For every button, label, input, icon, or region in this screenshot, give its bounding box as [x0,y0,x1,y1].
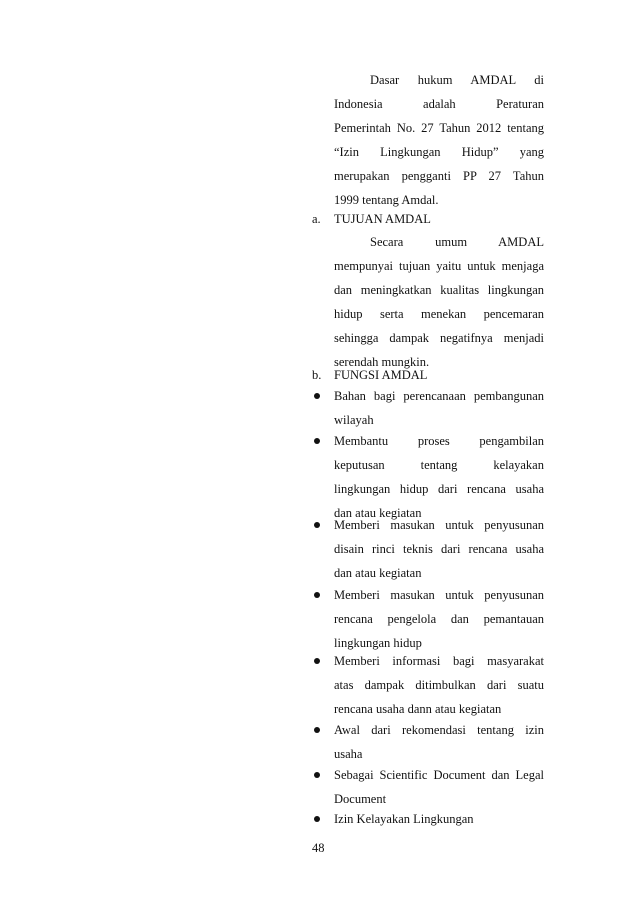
section-a-label: a. [312,212,321,226]
list-item-line: lingkungan hidup [334,636,422,650]
bullet-icon [314,592,320,598]
intro-line: 1999 tentang Amdal. [334,193,439,207]
list-item-line: Document [334,792,387,806]
bullet-icon [314,438,320,444]
bullet-icon [314,727,320,733]
list-item [334,649,544,721]
section-a-paragraph [334,230,544,374]
list-item-line: dan atau kegiatan [334,506,422,520]
intro-paragraph [334,68,544,212]
intro-line: Indonesia adalah Peraturan [334,97,544,111]
bullet-icon [314,772,320,778]
list-item-line: Awal dari rekomendasi tentang izin [334,723,544,737]
list-item-line: wilayah [334,413,374,427]
list-item-line: dan atau kegiatan [334,566,422,580]
list-item-line: usaha [334,747,363,761]
bullet-icon [314,393,320,399]
paragraph-line: Secara umum AMDAL [370,235,544,249]
list-item [334,718,544,766]
section-b-label: b. [312,368,322,382]
intro-line: Pemerintah No. 27 Tahun 2012 tentang [334,121,544,135]
list-item [334,429,544,525]
list-item-line: Memberi masukan untuk penyusunan [334,518,544,532]
list-item [334,513,544,585]
bullet-icon [314,816,320,822]
list-item-line: Membantu proses pengambilan [334,434,544,448]
section-a-title: TUJUAN AMDAL [334,212,431,226]
list-item [334,583,544,655]
list-item-line: disain rinci teknis dari rencana usaha [334,542,544,556]
list-item-line: Memberi informasi bagi masyarakat [334,654,544,668]
paragraph-line: dan meningkatkan kualitas lingkungan [334,283,544,297]
bullet-icon [314,658,320,664]
list-item [334,384,544,432]
paragraph-line: mempunyai tujuan yaitu untuk menjaga [334,259,544,273]
bullet-icon [314,522,320,528]
list-item-line: rencana usaha dann atau kegiatan [334,702,502,716]
list-item-line: rencana pengelola dan pemantauan [334,612,544,626]
list-item [334,763,544,811]
list-item-line: Memberi masukan untuk penyusunan [334,588,544,602]
section-b-title: FUNGSI AMDAL [334,368,428,382]
paragraph-line: hidup serta menekan pencemaran [334,307,544,321]
list-item [334,807,544,831]
intro-line: merupakan pengganti PP 27 Tahun [334,169,544,183]
list-item-line: Izin Kelayakan Lingkungan [334,812,474,826]
list-item-line: Sebagai Scientific Document dan Legal [334,768,544,782]
list-item-line: atas dampak ditimbulkan dari suatu [334,678,544,692]
list-item-line: Bahan bagi perencanaan pembangunan [334,389,544,403]
list-item-line: lingkungan hidup dari rencana usaha [334,482,544,496]
paragraph-line: serendah mungkin. [334,355,430,369]
section-a-heading [312,207,431,231]
list-item-line: keputusan tentang kelayakan [334,458,544,472]
intro-line: Dasar hukum AMDAL di [370,73,544,87]
page-number: 48 [312,841,325,855]
paragraph-line: sehingga dampak negatifnya menjadi [334,331,544,345]
intro-line: “Izin Lingkungan Hidup” yang [334,145,544,159]
